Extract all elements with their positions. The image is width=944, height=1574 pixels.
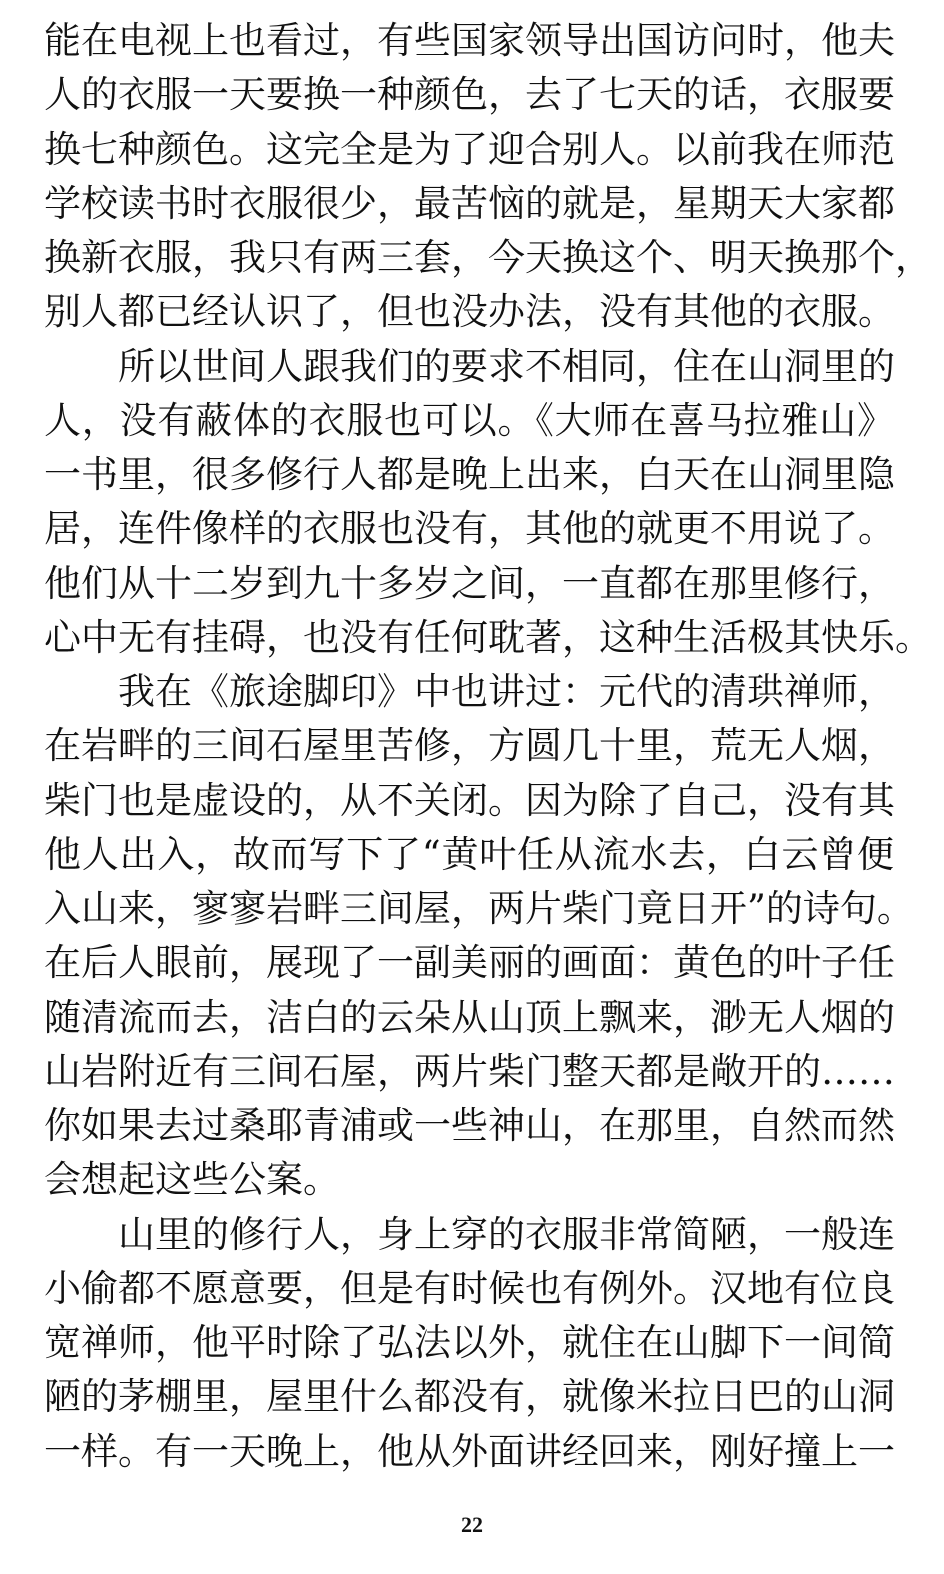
text-line: 人，没有蔽体的衣服也可以。《大师在喜马拉雅山》 bbox=[44, 398, 894, 442]
text-line: 能在电视上也看过，有些国家领导出国访问时，他夫 bbox=[44, 19, 895, 62]
text-line: 心中无有挂碍，也没有任何耽著，这种生活极其快乐。 bbox=[44, 615, 932, 659]
text-line: 会想起这些公案。 bbox=[44, 1158, 340, 1202]
text-line: 山岩附近有三间石屋，两片柴门整天都是敞开的…… bbox=[44, 1049, 895, 1093]
paragraph-first-line: 山里的修行人，身上穿的衣服非常简陋，一般连 bbox=[118, 1212, 895, 1256]
text-line: 换七种颜色。这完全是为了迎合别人。以前我在师范 bbox=[44, 127, 895, 171]
text-line: 一样。有一天晚上，他从外面讲经回来，刚好撞上一 bbox=[44, 1429, 895, 1473]
text-line: 随清流而去，洁白的云朵从山顶上飘来，渺无人烟的 bbox=[44, 995, 895, 1039]
text-line: 一书里，很多修行人都是晚上出来，白天在山洞里隐 bbox=[44, 453, 895, 496]
text-line: 他人出入，故而写下了“黄叶任从流水去，白云曾便 bbox=[44, 832, 894, 876]
text-line: 换新衣服，我只有两三套，今天换这个、明天换那个， bbox=[44, 236, 932, 279]
page-number: 22 bbox=[461, 1512, 483, 1537]
text-line: 宽禅师，他平时除了弘法以外，就住在山脚下一间简 bbox=[44, 1321, 895, 1364]
text-line: 在岩畔的三间石屋里苦修，方圆几十里，荒无人烟， bbox=[44, 724, 895, 768]
text-line: 小偷都不愿意要，但是有时候也有例外。汉地有位良 bbox=[44, 1266, 895, 1310]
text-line: 居，连件像样的衣服也没有，其他的就更不用说了。 bbox=[44, 507, 895, 551]
text-line: 你如果去过桑耶青浦或一些神山，在那里，自然而然 bbox=[44, 1104, 895, 1147]
text-line: 柴门也是虚设的，从不关闭。因为除了自己，没有其 bbox=[44, 778, 895, 822]
paragraph-first-line: 所以世间人跟我们的要求不相同，住在山洞里的 bbox=[118, 344, 895, 388]
text-line: 在后人眼前，展现了一副美丽的画面：黄色的叶子任 bbox=[44, 941, 895, 985]
text-line: 陋的茅棚里，屋里什么都没有，就像米拉日巴的山洞 bbox=[44, 1375, 895, 1419]
text-line: 学校读书时衣服很少，最苦恼的就是，星期天大家都 bbox=[44, 181, 895, 225]
text-line: 入山来，寥寥岩畔三间屋，两片柴门竟日开”的诗句。 bbox=[44, 887, 914, 930]
text-line: 他们从十二岁到九十多岁之间，一直都在那里修行， bbox=[44, 561, 895, 605]
paragraph-first-line: 我在《旅途脚印》中也讲过：元代的清珙禅师， bbox=[118, 670, 895, 713]
body-text bbox=[44, 14, 932, 1479]
text-line: 别人都已经认识了，但也没办法，没有其他的衣服。 bbox=[44, 290, 895, 334]
text-line: 人的衣服一天要换一种颜色，去了七天的话，衣服要 bbox=[44, 73, 895, 117]
